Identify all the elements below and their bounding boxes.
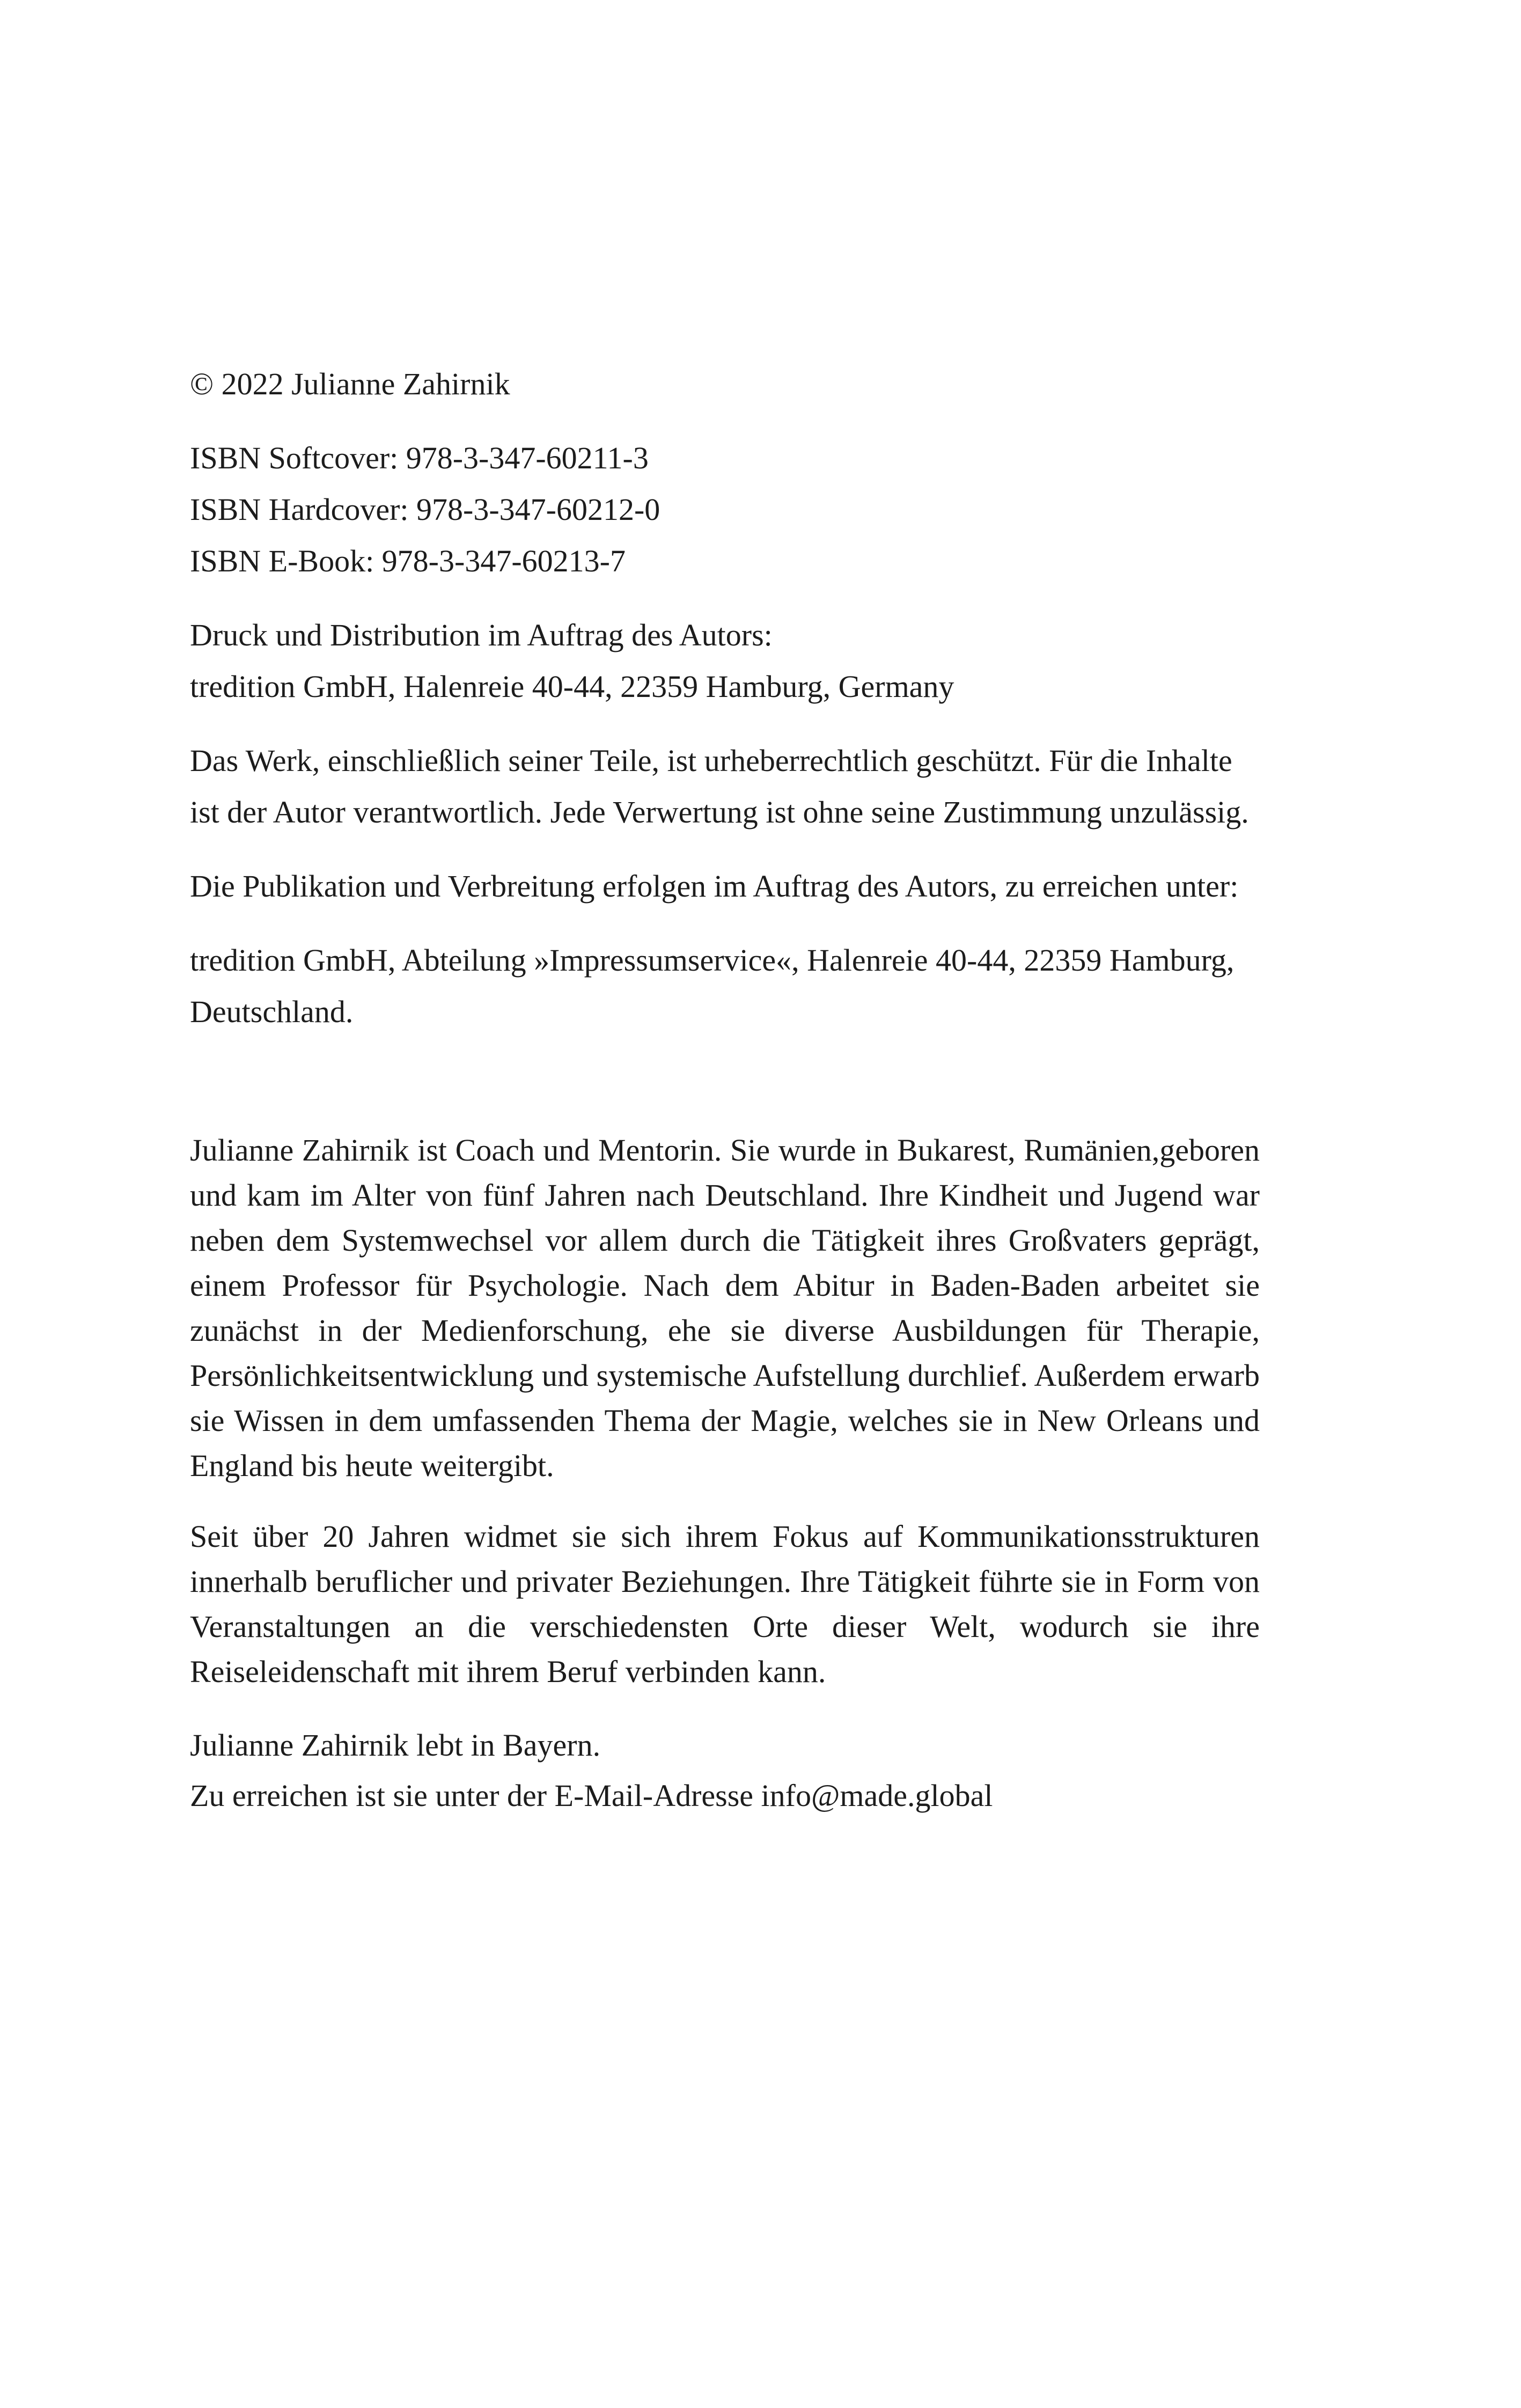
- residence-line: Julianne Zahirnik lebt in Bayern.: [190, 1728, 601, 1763]
- closing-section: [190, 1720, 1260, 1821]
- contact-address-paragraph: tredition GmbH, Abteilung »Impressumservice«, Halenreie 40-44, 22359 Hamburg, Deutschland.: [190, 943, 1235, 1029]
- isbn-block: [190, 432, 1260, 587]
- print-distribution-line: Druck und Distribution im Auftrag des Autors:: [190, 618, 773, 652]
- bio-paragraph-1: Julianne Zahirnik ist Coach und Mentorin. Sie wurde in Bukarest, Rumänien,geboren und kam im Alter von fünf Jahren nach Deutschland. Ihre Kindheit und Jugend war neben dem Systemwechsel vor allem durch die Tätigkeit ihres Großvaters geprägt, einem Professor für Psychologie. Nach dem Abitur in Baden-Baden arbeitet sie zunächst in der Medienforschung, ehe sie diverse Ausbildungen für Therapie, Persönlichkeitsentwicklung und systemische Aufstellung durchlief. Außerdem erwarb sie Wissen in dem umfassenden Thema der Magie, welches sie in New Orleans und England bis heute weitergibt.: [190, 1133, 1260, 1483]
- isbn-ebook-line: ISBN E-Book: 978-3-347-60213-7: [190, 544, 626, 578]
- printer-address-line: tredition GmbH, Halenreie 40-44, 22359 Hamburg, Germany: [190, 669, 954, 704]
- copyright-line: © 2022 Julianne Zahirnik: [190, 366, 510, 401]
- rights-notice-paragraph: Das Werk, einschließlich seiner Teile, ist urheberrechtlich geschützt. Für die Inhalte ist der Autor verantwortlich. Jede Verwertung ist ohne seine Zustimmung unzulässig.: [190, 743, 1249, 829]
- isbn-softcover-line: ISBN Softcover: 978-3-347-60211-3: [190, 441, 649, 475]
- imprint-section: [190, 358, 1260, 1038]
- bio-paragraph-2: Seit über 20 Jahren widmet sie sich ihrem Fokus auf Kommunikationsstrukturen innerhalb beruflicher und privater Beziehungen. Ihre Tätigkeit führte sie in Form von Veranstaltungen an die verschiedensten Orte dieser Welt, wodurch sie ihre Reiseleidenschaft mit ihrem Beruf verbinden kann.: [190, 1519, 1260, 1689]
- isbn-hardcover-line: ISBN Hardcover: 978-3-347-60212-0: [190, 492, 660, 527]
- author-bio-section: [190, 1128, 1260, 1694]
- contact-email-line: Zu erreichen ist sie unter der E-Mail-Adresse info@made.global: [190, 1778, 993, 1813]
- print-distribution-block: [190, 610, 1260, 713]
- publication-notice-paragraph: Die Publikation und Verbreitung erfolgen im Auftrag des Autors, zu erreichen unter:: [190, 869, 1239, 904]
